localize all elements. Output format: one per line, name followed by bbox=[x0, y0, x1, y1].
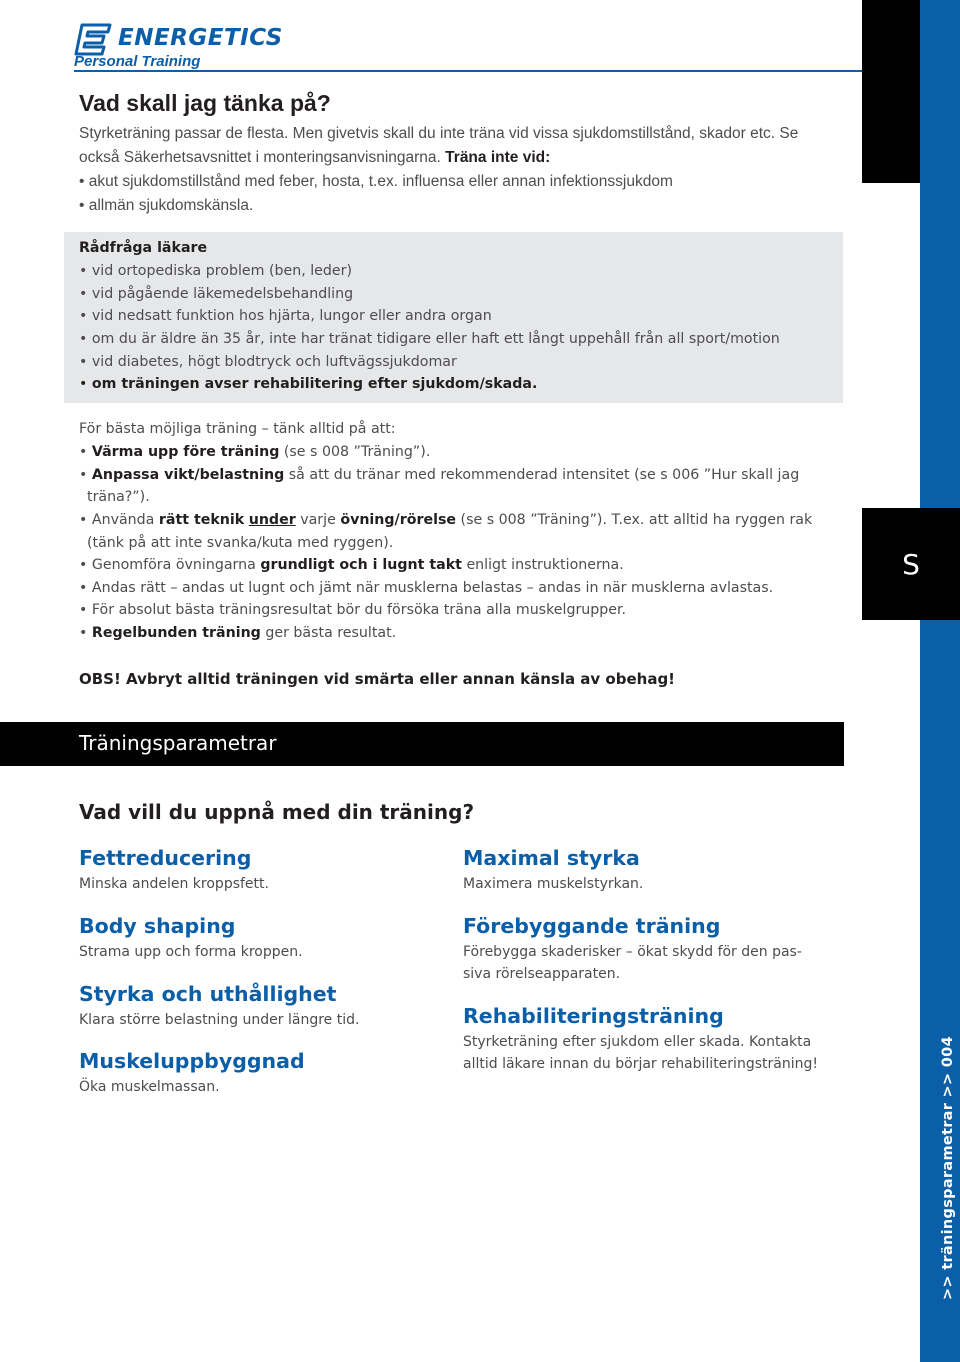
tip-text: så att du tränar med rekommenderad intensitet (se s 006 ”Hur skall jag bbox=[284, 467, 800, 483]
intro-bullet-2: • allmän sjukdomskänsla. bbox=[79, 197, 254, 214]
tip-text: För absolut bästa träningsresultat bör du försöka träna alla muskelgrupper. bbox=[91, 602, 627, 618]
tip-bold: övning/rörelse bbox=[340, 512, 457, 528]
page-heading: Vad skall jag tänka på? bbox=[79, 90, 331, 116]
goal-title: Muskeluppbyggnad bbox=[79, 1049, 305, 1073]
tip-bold-underline: under bbox=[248, 512, 296, 528]
consult-item: • vid nedsatt funktion hos hjärta, lungor eller andra organ bbox=[79, 308, 492, 324]
goal-desc-cont: alltid läkare innan du börjar rehabiliteringsträning! bbox=[463, 1056, 818, 1072]
tip-bold: Regelbunden träning bbox=[91, 625, 261, 641]
goal-desc-cont: siva rörelseapparaten. bbox=[463, 966, 621, 982]
tip-text: Genomföra övningarna bbox=[91, 557, 261, 573]
goal-desc: Klara större belastning under längre tid. bbox=[79, 1012, 360, 1028]
section-tab: S bbox=[862, 508, 960, 620]
consult-item: • vid diabetes, högt blodtryck och luftvägssjukdomar bbox=[79, 354, 457, 370]
warning-text: OBS! Avbryt alltid träningen vid smärta eller annan känsla av obehag! bbox=[79, 670, 676, 688]
intro-bullet-1: • akut sjukdomstillstånd med feber, hosta, t.ex. influensa eller annan infektionssjukdom bbox=[79, 173, 673, 190]
intro-line-2 bbox=[79, 146, 550, 170]
top-right-black-bar bbox=[862, 0, 920, 183]
consult-title: Rådfråga läkare bbox=[79, 240, 208, 256]
goal-title: Styrka och uthållighet bbox=[79, 982, 337, 1006]
consult-item-last: • om träningen avser rehabilitering efter sjukdom/skada. bbox=[79, 376, 538, 392]
tip-bold: Anpassa vikt/belastning bbox=[91, 467, 285, 483]
logo-wordmark: ENERGETICS bbox=[118, 25, 283, 51]
energetics-logo bbox=[74, 19, 304, 73]
tip-item: • Värma upp före träning (se s 008 ”Träning”). bbox=[79, 444, 431, 460]
goal-title: Förebyggande träning bbox=[463, 914, 721, 938]
goals-question: Vad vill du uppnå med din träning? bbox=[79, 800, 475, 824]
tip-continuation: (tänk på att inte svanka/kuta med ryggen). bbox=[87, 535, 394, 551]
tip-text: ger bästa resultat. bbox=[260, 625, 397, 641]
tip-text: enligt instruktionerna. bbox=[461, 557, 624, 573]
goal-title: Body shaping bbox=[79, 914, 236, 938]
tips-intro: För bästa möjliga träning – tänk alltid på att: bbox=[79, 421, 396, 437]
tip-continuation: träna?”). bbox=[87, 489, 150, 505]
tip-text: Använda bbox=[91, 512, 159, 528]
goal-title: Maximal styrka bbox=[463, 846, 640, 870]
tip-item: • Genomföra övningarna grundligt och i lugnt takt enligt instruktionerna. bbox=[79, 557, 624, 573]
tip-item: • För absolut bästa träningsresultat bör du försöka träna alla muskelgrupper. bbox=[79, 602, 627, 618]
goal-title: Fettreducering bbox=[79, 846, 252, 870]
goal-desc: Maximera muskelstyrkan. bbox=[463, 876, 644, 892]
tip-item: • Andas rätt – andas ut lugnt och jämt när musklerna belastas – andas in när musklerna avlastas. bbox=[79, 580, 774, 596]
goal-desc: Styrketräning efter sjukdom eller skada. Kontakta bbox=[463, 1034, 812, 1050]
tip-bold: rätt teknik bbox=[158, 512, 245, 528]
intro-emphasis: Träna inte vid: bbox=[445, 149, 551, 166]
goal-desc: Öka muskelmassan. bbox=[79, 1079, 220, 1095]
tip-text: (se s 008 ”Träning”). T.ex. att alltid ha ryggen rak bbox=[456, 512, 813, 528]
tip-text: (se s 008 ”Träning”). bbox=[279, 444, 431, 460]
tip-item: • Regelbunden träning ger bästa resultat. bbox=[79, 625, 397, 641]
logo-emblem-icon bbox=[74, 23, 114, 57]
tip-text: varje bbox=[295, 512, 341, 528]
tip-text: Andas rätt – andas ut lugnt och jämt när musklerna belastas – andas in när musklerna avlastas. bbox=[91, 580, 774, 596]
tip-item: • Anpassa vikt/belastning så att du tränar med rekommenderad intensitet (se s 006 ”Hur skall jag bbox=[79, 467, 800, 483]
intro-line-1: Styrketräning passar de flesta. Men givetvis skall du inte träna vid vissa sjukdomstillstånd, skador etc. Se bbox=[79, 125, 799, 142]
section-title: Träningsparametrar bbox=[79, 731, 277, 755]
vertical-footer: >> träningsparametrar >> 004 bbox=[940, 1036, 956, 1300]
goal-title: Rehabiliteringsträning bbox=[463, 1004, 724, 1028]
consult-doctor-box bbox=[64, 232, 843, 403]
goal-desc: Strama upp och forma kroppen. bbox=[79, 944, 303, 960]
consult-item: • vid pågående läkemedelsbehandling bbox=[79, 286, 354, 302]
logo-tagline: Personal Training bbox=[74, 53, 201, 70]
header-rule bbox=[74, 70, 862, 72]
consult-item: • vid ortopediska problem (ben, leder) bbox=[79, 263, 352, 279]
consult-last-bold: om träningen avser rehabilitering efter sjukdom/skada. bbox=[91, 376, 538, 392]
goal-desc: Minska andelen kroppsfett. bbox=[79, 876, 269, 892]
consult-item: • om du är äldre än 35 år, inte har tränat tidigare eller haft ett långt uppehåll från all sport/motion bbox=[79, 331, 780, 347]
goal-desc: Förebygga skaderisker – ökat skydd för den pas- bbox=[463, 944, 802, 960]
tip-item: • Använda rätt teknik under varje övning/rörelse (se s 008 ”Träning”). T.ex. att alltid ha ryggen rak bbox=[79, 512, 813, 528]
tip-bold: grundligt och i lugnt takt bbox=[260, 557, 462, 573]
tip-bold: Värma upp före träning bbox=[91, 444, 280, 460]
intro-text: också Säkerhetsavsnittet i monteringsanvisningarna. bbox=[79, 149, 446, 166]
